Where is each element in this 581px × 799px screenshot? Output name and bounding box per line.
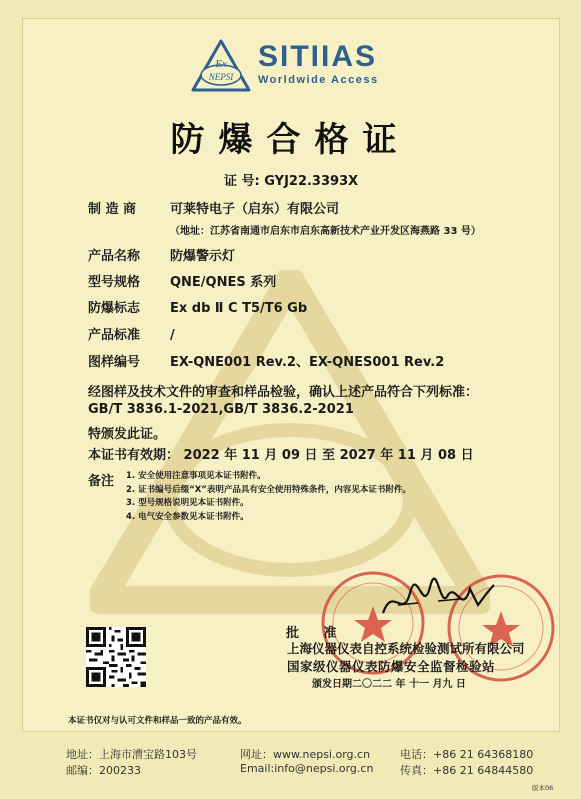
statement-issued: 特颁发此证。 <box>88 427 167 442</box>
field-value: 可莱特电子（启东）有限公司 <box>170 202 340 217</box>
svg-text:Ex: Ex <box>215 58 227 70</box>
footer-web-value[interactable]: www.nepsi.org.cn <box>273 748 371 761</box>
footer-email-label: Email: <box>240 762 275 775</box>
supervision-org: 国家级仪器仪表防爆安全监督检验站 <box>287 659 496 674</box>
qr-code <box>86 627 146 687</box>
footer-fax <box>400 762 533 778</box>
footer-address <box>66 746 197 762</box>
field-key: 制 造 商 <box>88 202 137 217</box>
issue-date: 颁发日期二〇二二 年 十一 月九 日 <box>312 679 466 690</box>
footer-email <box>240 762 373 775</box>
field-value: QNE/QNES 系列 <box>170 275 277 290</box>
sitiias-brand <box>258 42 379 86</box>
field-manufacturer <box>88 198 339 217</box>
note-item: 4. 电气安全参数见本证书附件。 <box>126 511 249 522</box>
field-value: EX-QNE001 Rev.2、EX-QNES001 Rev.2 <box>170 355 445 370</box>
issuing-org: 上海仪器仪表自控系统检验测试所有限公司 <box>287 641 525 656</box>
brand-name: SITIIAS <box>258 40 378 73</box>
cert-number <box>224 170 358 189</box>
footer-address-label: 地址： <box>66 748 99 761</box>
footer-tel <box>400 746 533 762</box>
footer-tel-value: +86 21 64368180 <box>433 748 534 761</box>
footer-tel-label: 电话： <box>400 748 433 761</box>
brand-tagline: Worldwide Access <box>258 74 379 86</box>
svg-text:NEPSI: NEPSI <box>208 72 234 82</box>
approve-label: 批 准 <box>286 626 347 641</box>
field-key: 产品名称 <box>88 249 141 264</box>
field-ex-marking <box>88 297 307 316</box>
footer-address-value: 上海市漕宝路103号 <box>99 748 197 761</box>
footer-postcode <box>66 762 141 778</box>
field-value: 防爆警示灯 <box>170 249 236 264</box>
cert-number-label: 证 号: <box>224 174 260 189</box>
field-value: Ex db Ⅱ C T5/T6 Gb <box>170 301 308 316</box>
statement-line1: 经图样及技术文件的审查和样品检验，确认上述产品符合下列标准： <box>88 385 479 400</box>
cert-number-value: GYJ22.3393X <box>264 174 359 189</box>
note-item: 1. 安全使用注意事项见本证书附件。 <box>126 471 266 481</box>
validity-note: 本证书仅对与认可文件和样品一致的产品有效。 <box>68 716 247 726</box>
statement-standards: GB/T 3836.1-2021,GB/T 3836.2-2021 <box>88 402 354 417</box>
footer-fax-label: 传真： <box>400 764 433 777</box>
footer-email-value[interactable]: info@nepsi.org.cn <box>274 762 374 775</box>
footer-postcode-value: 200233 <box>99 764 141 777</box>
nepsi-ex-logo <box>190 38 252 94</box>
field-product-name <box>88 245 235 264</box>
signature <box>378 575 498 627</box>
field-value: / <box>170 328 175 343</box>
field-model <box>88 271 276 290</box>
field-key: 防爆标志 <box>88 301 141 316</box>
version-label: 版本06 <box>532 784 554 792</box>
note-item: 2. 证书编号后缀“X”表明产品具有安全使用特殊条件，内容见本证书附件。 <box>126 484 411 495</box>
footer-web-label: 网址： <box>240 748 273 761</box>
manufacturer-address: （地址：江苏省南通市启东市启东高新技术产业开发区海燕路 33 号） <box>170 226 481 237</box>
footer-postcode-label: 邮编： <box>66 764 99 777</box>
validity-period: 本证书有效期： 2022 年 11 月 09 日 至 2027 年 11 月 08 日 <box>88 448 474 463</box>
notes-label: 备注 <box>88 474 115 489</box>
field-key: 产品标准 <box>88 328 141 343</box>
page-title: 防爆合格证 <box>170 120 411 160</box>
notes-list <box>126 470 411 524</box>
field-drawing-no <box>88 351 444 370</box>
footer-web <box>240 746 370 762</box>
field-key: 型号规格 <box>88 275 141 290</box>
footer-fax-value: +86 21 64844580 <box>433 764 534 777</box>
note-item: 3. 型号规格说明见本证书附件。 <box>126 498 249 508</box>
field-key: 图样编号 <box>88 355 141 370</box>
field-standard <box>88 324 175 343</box>
